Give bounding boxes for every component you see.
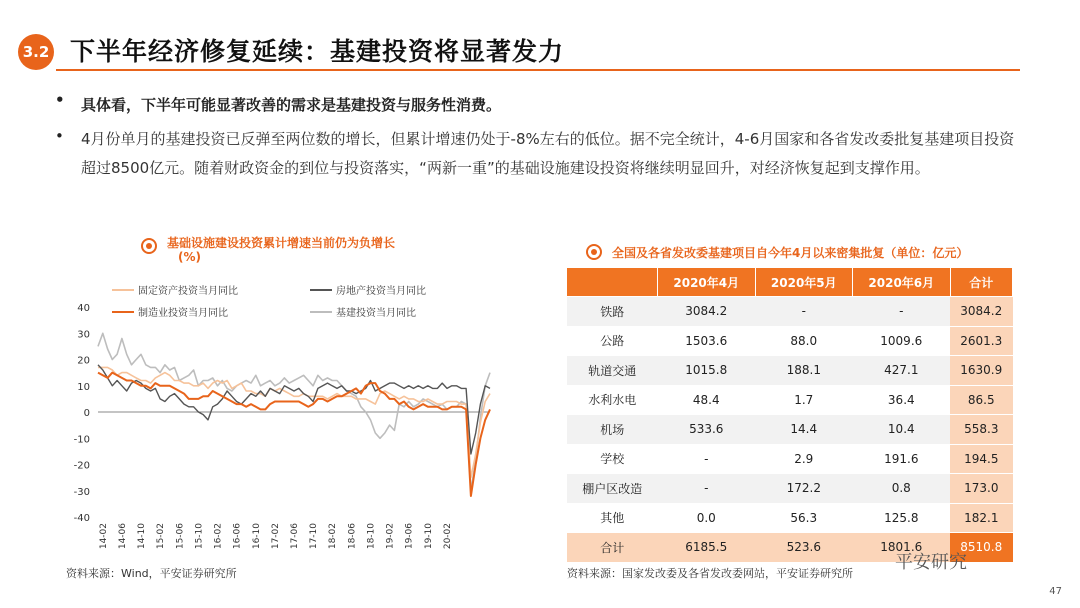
left-chart-title-unit: (%): [178, 250, 201, 264]
row-label-cell: 棚户区改造: [567, 474, 658, 504]
x-tick-label: 15-10: [194, 523, 205, 550]
table-cell: 173.0: [950, 474, 1012, 504]
right-table-title: 全国及各省发改委基建项目自今年4月以来密集批复（单位：亿元）: [612, 246, 969, 260]
y-tick-label: 0: [83, 408, 90, 419]
row-label-cell: 合计: [567, 533, 658, 562]
x-tick-label: 17-10: [309, 523, 320, 550]
section-badge: 3.2: [18, 34, 54, 70]
y-tick-label: 30: [77, 329, 90, 341]
row-label-cell: 轨道交通: [567, 356, 658, 386]
legend-swatch: [310, 289, 332, 291]
table-row: [567, 326, 1013, 356]
y-tick-label: 40: [77, 303, 90, 314]
page-title: 下半年经济修复延续：基建投资将显著发力: [70, 37, 565, 66]
table-cell: 1009.6: [853, 326, 951, 356]
target-icon: [141, 238, 157, 254]
row-label-cell: 学校: [567, 444, 658, 474]
x-tick-label: 14-06: [117, 523, 128, 550]
row-label-cell: 其他: [567, 503, 658, 533]
x-tick-label: 18-10: [366, 523, 377, 550]
legend-label: 基建投资当月同比: [336, 308, 416, 319]
row-label-cell: 机场: [567, 415, 658, 445]
page-number: 47: [1049, 586, 1062, 597]
table-cell: 14.4: [755, 415, 853, 445]
table-row: [567, 503, 1013, 533]
table-cell: 0.0: [658, 503, 756, 533]
table-cell: 36.4: [853, 385, 951, 415]
legend-label: 制造业投资当月同比: [138, 308, 228, 319]
table-cell: 3084.2: [950, 297, 1012, 327]
table-cell: 10.4: [853, 415, 951, 445]
table-cell: 558.3: [950, 415, 1012, 445]
table-row: [567, 444, 1013, 474]
table-cell: 194.5: [950, 444, 1012, 474]
table-cell: 1.7: [755, 385, 853, 415]
left-chart-title: 基础设施建设投资累计增速当前仍为负增长: [167, 236, 396, 250]
target-icon: [586, 244, 602, 260]
table-cell: 188.1: [755, 356, 853, 386]
y-tick-label: -40: [73, 513, 90, 524]
table-row: [567, 415, 1013, 445]
left-source: 资料来源：Wind，平安证券研究所: [66, 567, 237, 580]
x-tick-label: 19-02: [385, 523, 396, 550]
table-cell: 86.5: [950, 385, 1012, 415]
y-tick-label: -30: [73, 486, 90, 498]
x-tick-label: 19-10: [423, 523, 434, 550]
x-tick-label: 14-02: [98, 523, 109, 550]
table-cell: 8510.8: [950, 533, 1012, 562]
investment-line-chart: [60, 295, 500, 560]
table-cell: 0.8: [853, 474, 951, 504]
x-tick-label: 18-02: [328, 523, 339, 550]
table-header-cell: 2020年6月: [853, 268, 951, 297]
row-label-cell: 水利水电: [567, 385, 658, 415]
y-tick-label: -10: [73, 434, 90, 446]
x-tick-label: 19-06: [404, 523, 415, 550]
table-cell: -: [853, 297, 951, 327]
x-tick-label: 17-02: [270, 523, 281, 550]
legend-swatch: [112, 289, 134, 291]
table-cell: 3084.2: [658, 297, 756, 327]
table-cell: 533.6: [658, 415, 756, 445]
y-tick-label: 20: [77, 355, 90, 367]
table-header-cell: 2020年4月: [658, 268, 756, 297]
table-row: [567, 297, 1013, 327]
x-tick-label: 16-06: [232, 523, 243, 550]
table-cell: 182.1: [950, 503, 1012, 533]
x-tick-label: 18-06: [347, 523, 358, 550]
bullet-text-2: 4月份单月的基建投资已反弹至两位数的增长，但累计增速仍处于-8%左右的低位。据不完全统计，4-6月国家和各省发改委批复基建项目投资超过8500亿元。随着财政资金的到位与投资落实，“两新一重”的基础设施建设投资将继续明显回升，对经济恢复起到支撑作用。: [81, 130, 1015, 177]
table-cell: -: [658, 474, 756, 504]
table-cell: 88.0: [755, 326, 853, 356]
row-label-cell: 公路: [567, 326, 658, 356]
bullet-dot: •: [55, 127, 64, 145]
table-cell: 172.2: [755, 474, 853, 504]
table-cell: 2601.3: [950, 326, 1012, 356]
x-tick-label: 20-02: [442, 523, 453, 550]
table-header-row: [567, 268, 1013, 297]
bullet-text-1: 具体看，下半年可能显著改善的需求是基建投资与服务性消费。: [81, 96, 502, 114]
x-tick-label: 14-10: [137, 523, 148, 550]
table-cell: 56.3: [755, 503, 853, 533]
table-header-cell: 2020年5月: [755, 268, 853, 297]
table-cell: 523.6: [755, 533, 853, 562]
x-tick-label: 16-10: [251, 523, 262, 550]
table-cell: 1503.6: [658, 326, 756, 356]
table-cell: 125.8: [853, 503, 951, 533]
x-tick-label: 15-06: [175, 523, 186, 550]
x-tick-label: 17-06: [290, 523, 300, 550]
y-tick-label: 10: [77, 381, 90, 393]
watermark: 平安研究: [895, 552, 967, 573]
table-cell: 1015.8: [658, 356, 756, 386]
table-header-cell: [567, 268, 658, 297]
table-cell: 48.4: [658, 385, 756, 415]
table-row: [567, 474, 1013, 504]
table-cell: -: [755, 297, 853, 327]
table-cell: 1630.9: [950, 356, 1012, 386]
table-cell: 2.9: [755, 444, 853, 474]
table-cell: -: [658, 444, 756, 474]
table-cell: 1801.6: [853, 533, 951, 562]
legend-label: 房地产投资当月同比: [336, 286, 426, 297]
legend-label: 固定资产投资当月同比: [138, 286, 238, 297]
table-row: [567, 356, 1013, 386]
table-cell: 6185.5: [658, 533, 756, 562]
approval-table: [567, 268, 1013, 562]
right-source: 资料来源：国家发改委及各省发改委网站，平安证券研究所: [567, 567, 853, 580]
row-label-cell: 铁路: [567, 297, 658, 327]
bullet-dot: •: [55, 91, 65, 109]
table-header-cell: 合计: [950, 268, 1012, 297]
series-line-1: [98, 365, 490, 454]
table-row: [567, 385, 1013, 415]
table-cell: 427.1: [853, 356, 951, 386]
table-cell: 191.6: [853, 444, 951, 474]
title-divider: [56, 69, 1020, 71]
x-tick-label: 16-02: [213, 523, 224, 550]
y-tick-label: -20: [73, 460, 90, 472]
x-tick-label: 15-02: [156, 523, 167, 550]
